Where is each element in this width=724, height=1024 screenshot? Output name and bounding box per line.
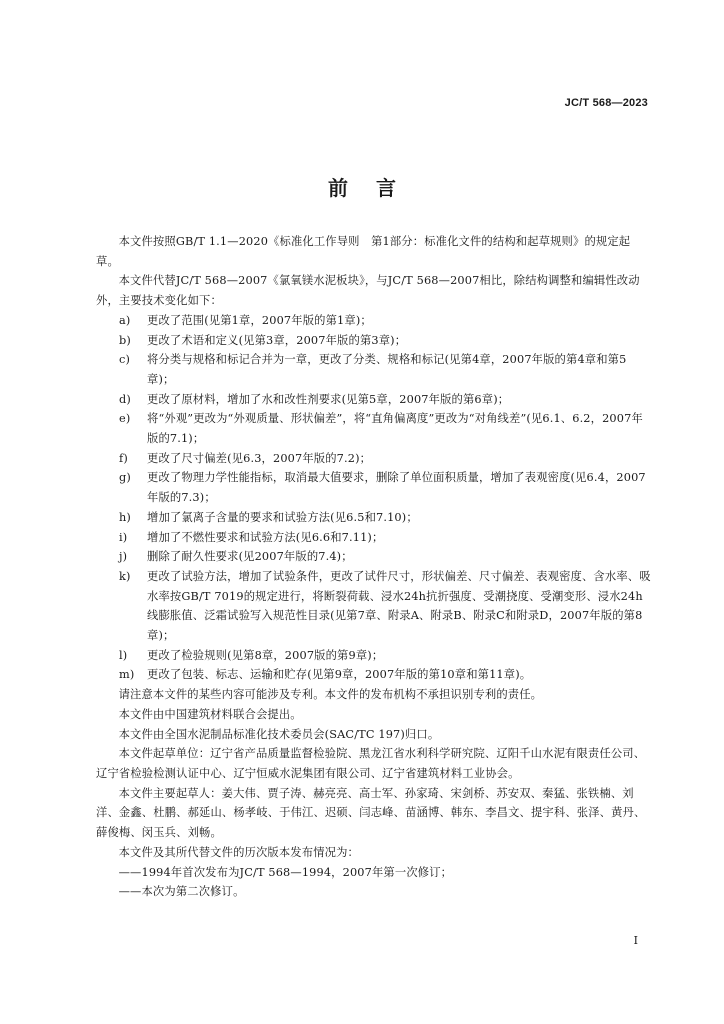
list-marker: h) <box>119 510 131 524</box>
list-marker: g) <box>119 471 131 485</box>
page-number: I <box>633 934 638 947</box>
list-item-text: 将分类与规格和标记合并为一章，更改了分类、规格和标记(见第4章，2007年版的第4章和第5章)； <box>147 353 627 386</box>
list-item-text: 更改了尺寸偏差(见6.3，2007年版的7.2)； <box>147 451 372 465</box>
history-intro: 本文件及其所代替文件的历次版本发布情况为： <box>118 845 359 859</box>
list-item-text: 删除了耐久性要求(见2007年版的7.4)； <box>147 550 353 564</box>
history-item: ——本次为第二次修订。 <box>118 885 245 899</box>
list-marker: c) <box>119 353 131 367</box>
drafters: 本文件主要起草人：姜大伟、贾子涛、赫亮亮、高士军、孙家琦、宋剑桥、苏安双、秦猛、张铁楠、刘洋、金鑫、杜鹏、郝延山、杨孝岐、于伟江、迟硕、闫志峰、苗涵博、韩东、李昌文、提宇科、张泽、黄丹、薛俊梅、闵玉兵、刘畅。 <box>96 786 646 840</box>
foreword-body <box>96 232 652 902</box>
list-marker: k) <box>119 569 131 583</box>
list-marker: m) <box>119 668 135 682</box>
list-item <box>96 350 652 389</box>
list-item <box>96 528 652 548</box>
list-marker: e) <box>119 412 131 426</box>
list-item <box>96 390 652 410</box>
patent-notice: 请注意本文件的某些内容可能涉及专利。本文件的发布机构不承担识别专利的责任。 <box>118 688 543 702</box>
intro-paragraph-2: 本文件代替JC/T 568—2007《氯氧镁水泥板块》，与JC/T 568—2007相比，除结构调整和编辑性改动外，主要技术变化如下： <box>96 274 640 308</box>
list-item <box>96 646 652 666</box>
history-item: ——1994年首次发布为JC/T 568—1994，2007年第一次修订； <box>118 865 453 879</box>
list-marker: f) <box>119 451 128 465</box>
page-title: 前言 <box>328 176 424 200</box>
list-marker: b) <box>119 333 131 347</box>
standard-code: JC/T 568—2023 <box>564 97 648 109</box>
list-item-text: 更改了原材料，增加了水和改性剂要求(见第5章，2007年版的第6章)； <box>147 392 510 406</box>
list-marker: a) <box>119 313 131 327</box>
list-item-text: 更改了包装、标志、运输和贮存(见第9章，2007年版的第10章和第11章)。 <box>147 668 532 682</box>
list-item <box>96 665 652 685</box>
list-item <box>96 567 652 646</box>
intro-paragraph-1: 本文件按照GB/T 1.1—2020《标准化工作导则 第1部分：标准化文件的结构和起草规则》的规定起草。 <box>96 235 631 268</box>
list-item-text: 更改了物理力学性能指标，取消最大值要求，删除了单位面积质量，增加了表观密度(见6.4，2007年版的7.3)； <box>147 471 646 505</box>
proposer-statement: 本文件由中国建筑材料联合会提出。 <box>118 707 302 721</box>
list-item-text: 增加了不燃性要求和试验方法(见6.6和7.11)； <box>147 530 384 544</box>
list-item <box>96 311 652 331</box>
list-item <box>96 331 652 351</box>
list-marker: j) <box>119 550 128 564</box>
list-marker: i) <box>119 530 128 544</box>
list-item <box>96 508 652 528</box>
list-item <box>96 409 652 448</box>
list-item-text: 更改了试验方法，增加了试验条件，更改了试件尺寸，形状偏差、尺寸偏差、表观密度、含水率、吸水率按GB/T 7019的规定进行，将断裂荷载、浸水24h抗折强度、受潮挠度、受潮变形、浸水24h线膨胀值、泛霜试验写入规范性目录(见第7章、附录A、附录B、附录C和附录D，2007年版的第8章)； <box>147 569 651 643</box>
list-item-text: 更改了范围(见第1章，2007年版的第1章)； <box>147 313 372 327</box>
drafting-units: 本文件起草单位：辽宁省产品质量监督检验院、黑龙江省水利科学研究院、辽阳千山水泥有限责任公司、辽宁省检验检测认证中心、辽宁恒威水泥集团有限公司、辽宁省建筑材料工业协会。 <box>96 747 646 780</box>
list-item <box>96 468 652 507</box>
list-item <box>96 547 652 567</box>
list-item-text: 更改了术语和定义(见第3章，2007年版的第3章)； <box>147 333 407 347</box>
list-item <box>96 449 652 469</box>
list-item-text: 将“外观”更改为“外观质量、形状偏差”，将“直角偏离度”更改为“对角线差”(见6.1、6.2，2007年版的7.1)； <box>147 412 643 446</box>
list-marker: l) <box>119 648 128 662</box>
committee-statement: 本文件由全国水泥制品标准化技术委员会(SAC/TC 197)归口。 <box>118 727 440 741</box>
technical-changes-list <box>96 311 652 685</box>
list-item-text: 更改了检验规则(见第8章，2007版的第9章)； <box>147 648 384 662</box>
list-item-text: 增加了氯离子含量的要求和试验方法(见6.5和7.10)； <box>147 510 418 524</box>
list-marker: d) <box>119 392 131 406</box>
